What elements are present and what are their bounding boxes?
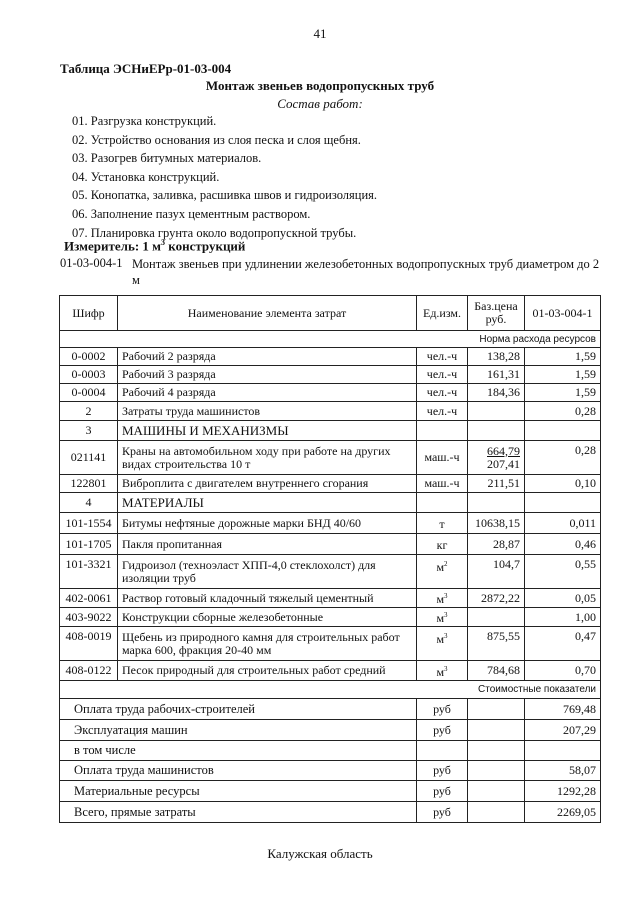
header-unit: Ед.изм. — [417, 296, 468, 331]
empty-cell — [468, 699, 525, 720]
table-row — [60, 366, 601, 384]
row-name: Затраты труда машинистов — [118, 402, 417, 421]
row-norm: 1,59 — [525, 384, 601, 402]
work-item: 02. Устройство основания из слоя песка и слоя щебня. — [72, 132, 361, 147]
table-header-row — [60, 296, 601, 331]
row-code: 101-3321 — [60, 555, 118, 589]
row-price-main: 664,79 — [487, 443, 520, 458]
summary-value — [525, 741, 601, 761]
work-list — [72, 114, 377, 244]
row-unit — [417, 534, 468, 555]
section-row — [60, 421, 601, 441]
row-code: 122801 — [60, 475, 118, 493]
row-name: Пакля пропитанная — [118, 534, 417, 555]
row-price: 2872,22 — [468, 589, 525, 608]
summary-unit: руб — [417, 720, 468, 741]
summary-row — [60, 802, 601, 823]
row-price-sub: 207,41 — [487, 456, 520, 471]
row-code: 0-0002 — [60, 348, 118, 366]
work-item: 07. Планировка грунта около водопропускной трубы. — [72, 225, 357, 240]
norm-note: Норма расхода ресурсов — [60, 331, 601, 348]
summary-unit: руб — [417, 699, 468, 720]
table-row — [60, 384, 601, 402]
row-price — [468, 608, 525, 627]
norm-note-row — [60, 331, 601, 348]
row-price: 184,36 — [468, 384, 525, 402]
row-norm: 1,59 — [525, 348, 601, 366]
row-price — [468, 441, 525, 475]
unit-text: м — [436, 632, 445, 646]
table-row — [60, 513, 601, 534]
header-price: Баз.цена руб. — [468, 296, 525, 331]
row-price: 875,55 — [468, 627, 525, 661]
row-norm: 1,00 — [525, 608, 601, 627]
measure-sup: 3 — [161, 238, 166, 247]
unit-text: кг — [436, 538, 448, 552]
summary-label: Всего, прямые затраты — [60, 802, 417, 823]
unit-sup: 3 — [444, 632, 448, 640]
row-unit: маш.-ч — [417, 475, 468, 493]
row-norm: 0,46 — [525, 534, 601, 555]
row-name: Краны на автомобильном ходу при работе на других видах строительства 10 т — [118, 441, 417, 475]
table-row — [60, 627, 601, 661]
table-code: Таблица ЭСНиЕРр-01-03-004 — [60, 61, 232, 76]
cost-note: Стоимостные показатели — [60, 681, 601, 699]
row-name: Битумы нефтяные дорожные марки БНД 40/60 — [118, 513, 417, 534]
cost-table — [59, 295, 601, 823]
empty-cell — [525, 493, 601, 513]
row-unit: чел.-ч — [417, 402, 468, 421]
row-name: Гидроизол (техноэласт ХПП-4,0 стеклохолст) для изоляции труб — [118, 555, 417, 589]
row-norm: 1,59 — [525, 366, 601, 384]
row-unit — [417, 608, 468, 627]
summary-row — [60, 781, 601, 802]
summary-row — [60, 761, 601, 781]
empty-cell — [468, 421, 525, 441]
measure-unit — [64, 238, 245, 254]
row-norm: 0,10 — [525, 475, 601, 493]
doc-title: Монтаж звеньев водопропускных труб — [205, 78, 435, 93]
empty-cell — [468, 493, 525, 513]
row-price: 138,28 — [468, 348, 525, 366]
work-item: 06. Заполнение пазух цементным раствором. — [72, 206, 311, 221]
row-name: Рабочий 4 разряда — [118, 384, 417, 402]
empty-cell — [468, 761, 525, 781]
work-item: 05. Конопатка, заливка, расшивка швов и гидроизоляция. — [72, 188, 378, 203]
row-code: 408-0019 — [60, 627, 118, 661]
row-norm: 0,55 — [525, 555, 601, 589]
measure-suffix: конструкций — [165, 238, 246, 254]
unit-text: м — [436, 611, 445, 625]
row-unit: чел.-ч — [417, 348, 468, 366]
summary-unit: руб — [417, 761, 468, 781]
summary-label: Оплата труда машинистов — [60, 761, 417, 781]
summary-value: 1292,28 — [525, 781, 601, 802]
empty-cell — [525, 421, 601, 441]
row-unit — [417, 661, 468, 681]
row-unit: чел.-ч — [417, 366, 468, 384]
unit-sup: 3 — [444, 664, 448, 673]
section-title: МАТЕРИАЛЫ — [118, 493, 417, 513]
summary-unit — [417, 741, 468, 761]
measure-label: Измеритель: 1 м — [64, 238, 162, 254]
unit-sup: 2 — [444, 560, 448, 568]
row-name: Конструкции сборные железобетонные — [118, 608, 417, 627]
table-row — [60, 589, 601, 608]
row-code: 101-1554 — [60, 513, 118, 534]
table-row — [60, 608, 601, 627]
work-item: 01. Разгрузка конструкций. — [72, 114, 217, 128]
empty-cell — [468, 720, 525, 741]
table-row — [60, 402, 601, 421]
unit-text: м — [436, 664, 445, 679]
summary-value: 2269,05 — [525, 802, 601, 823]
summary-label: Оплата труда рабочих-строителей — [60, 699, 417, 720]
row-unit — [417, 627, 468, 661]
table-row — [60, 661, 601, 681]
table-row — [60, 475, 601, 493]
row-price — [468, 402, 525, 421]
section-row — [60, 493, 601, 513]
row-code: 408-0122 — [60, 661, 118, 681]
summary-value: 207,29 — [525, 720, 601, 741]
cost-note-row — [60, 681, 601, 699]
work-item: 04. Установка конструкций. — [72, 169, 220, 184]
row-name: Раствор готовый кладочный тяжелый цементный — [118, 589, 417, 608]
row-price: 10638,15 — [468, 513, 525, 534]
row-unit — [417, 555, 468, 589]
row-name: Виброплита с двигателем внутреннего сгорания — [118, 475, 417, 493]
header-name: Наименование элемента затрат — [118, 296, 417, 331]
unit-text: м — [436, 560, 445, 574]
header-code: Шифр — [60, 296, 118, 331]
section-code: 3 — [60, 421, 118, 441]
work-item: 03. Разогрев битумных материалов. — [72, 151, 262, 166]
row-name: Песок природный для строительных работ средний — [118, 661, 417, 681]
summary-label: в том числе — [60, 741, 417, 761]
row-norm: 0,28 — [525, 402, 601, 421]
row-norm: 0,28 — [525, 441, 601, 475]
footer-region: Калужская область — [267, 846, 373, 861]
row-price: 161,31 — [468, 366, 525, 384]
row-price: 211,51 — [468, 475, 525, 493]
summary-unit: руб — [417, 802, 468, 823]
section-code: 4 — [60, 493, 118, 513]
table-row — [60, 555, 601, 589]
summary-row — [60, 699, 601, 720]
row-unit: чел.-ч — [417, 384, 468, 402]
row-price: 104,7 — [468, 555, 525, 589]
empty-cell — [468, 781, 525, 802]
row-price: 784,68 — [468, 661, 525, 681]
table-row — [60, 534, 601, 555]
row-unit: маш.-ч — [417, 441, 468, 475]
row-norm: 0,70 — [525, 661, 601, 681]
summary-value: 769,48 — [525, 699, 601, 720]
unit-text: м — [436, 592, 445, 606]
row-code: 2 — [60, 402, 118, 421]
row-name: Рабочий 3 разряда — [118, 366, 417, 384]
table-row — [60, 441, 601, 475]
section-title: МАШИНЫ И МЕХАНИЗМЫ — [118, 421, 417, 441]
row-norm: 0,47 — [525, 627, 601, 661]
position-code: 01-03-004-1 — [60, 256, 123, 270]
summary-row — [60, 720, 601, 741]
summary-label: Эксплуатация машин — [60, 720, 417, 741]
empty-cell — [468, 741, 525, 761]
unit-sup: 3 — [444, 592, 448, 600]
position-text: Монтаж звеньев при удлинении железобетонных водопропускных труб диаметром до 2 м — [132, 257, 600, 287]
empty-cell — [417, 421, 468, 441]
summary-row — [60, 741, 601, 761]
row-code: 101-1705 — [60, 534, 118, 555]
row-name: Щебень из природного камня для строительных работ марка 600, фракция 20-40 мм — [118, 627, 417, 661]
row-price: 28,87 — [468, 534, 525, 555]
unit-sup: 3 — [444, 611, 448, 619]
summary-label: Материальные ресурсы — [60, 781, 417, 802]
row-code: 402-0061 — [60, 589, 118, 608]
works-heading: Состав работ: — [277, 96, 363, 111]
unit-text: т — [439, 517, 445, 531]
empty-cell — [468, 802, 525, 823]
header-norm: 01-03-004-1 — [525, 296, 601, 331]
empty-cell — [417, 493, 468, 513]
page-number: 41 — [313, 26, 327, 41]
summary-unit: руб — [417, 781, 468, 802]
row-norm: 0,011 — [525, 513, 601, 534]
row-unit — [417, 513, 468, 534]
row-name: Рабочий 2 разряда — [118, 348, 417, 366]
table-row — [60, 348, 601, 366]
summary-value: 58,07 — [525, 761, 601, 781]
row-code: 0-0003 — [60, 366, 118, 384]
row-code: 021141 — [60, 441, 118, 475]
row-code: 0-0004 — [60, 384, 118, 402]
row-unit — [417, 589, 468, 608]
row-norm: 0,05 — [525, 589, 601, 608]
row-code: 403-9022 — [60, 608, 118, 627]
